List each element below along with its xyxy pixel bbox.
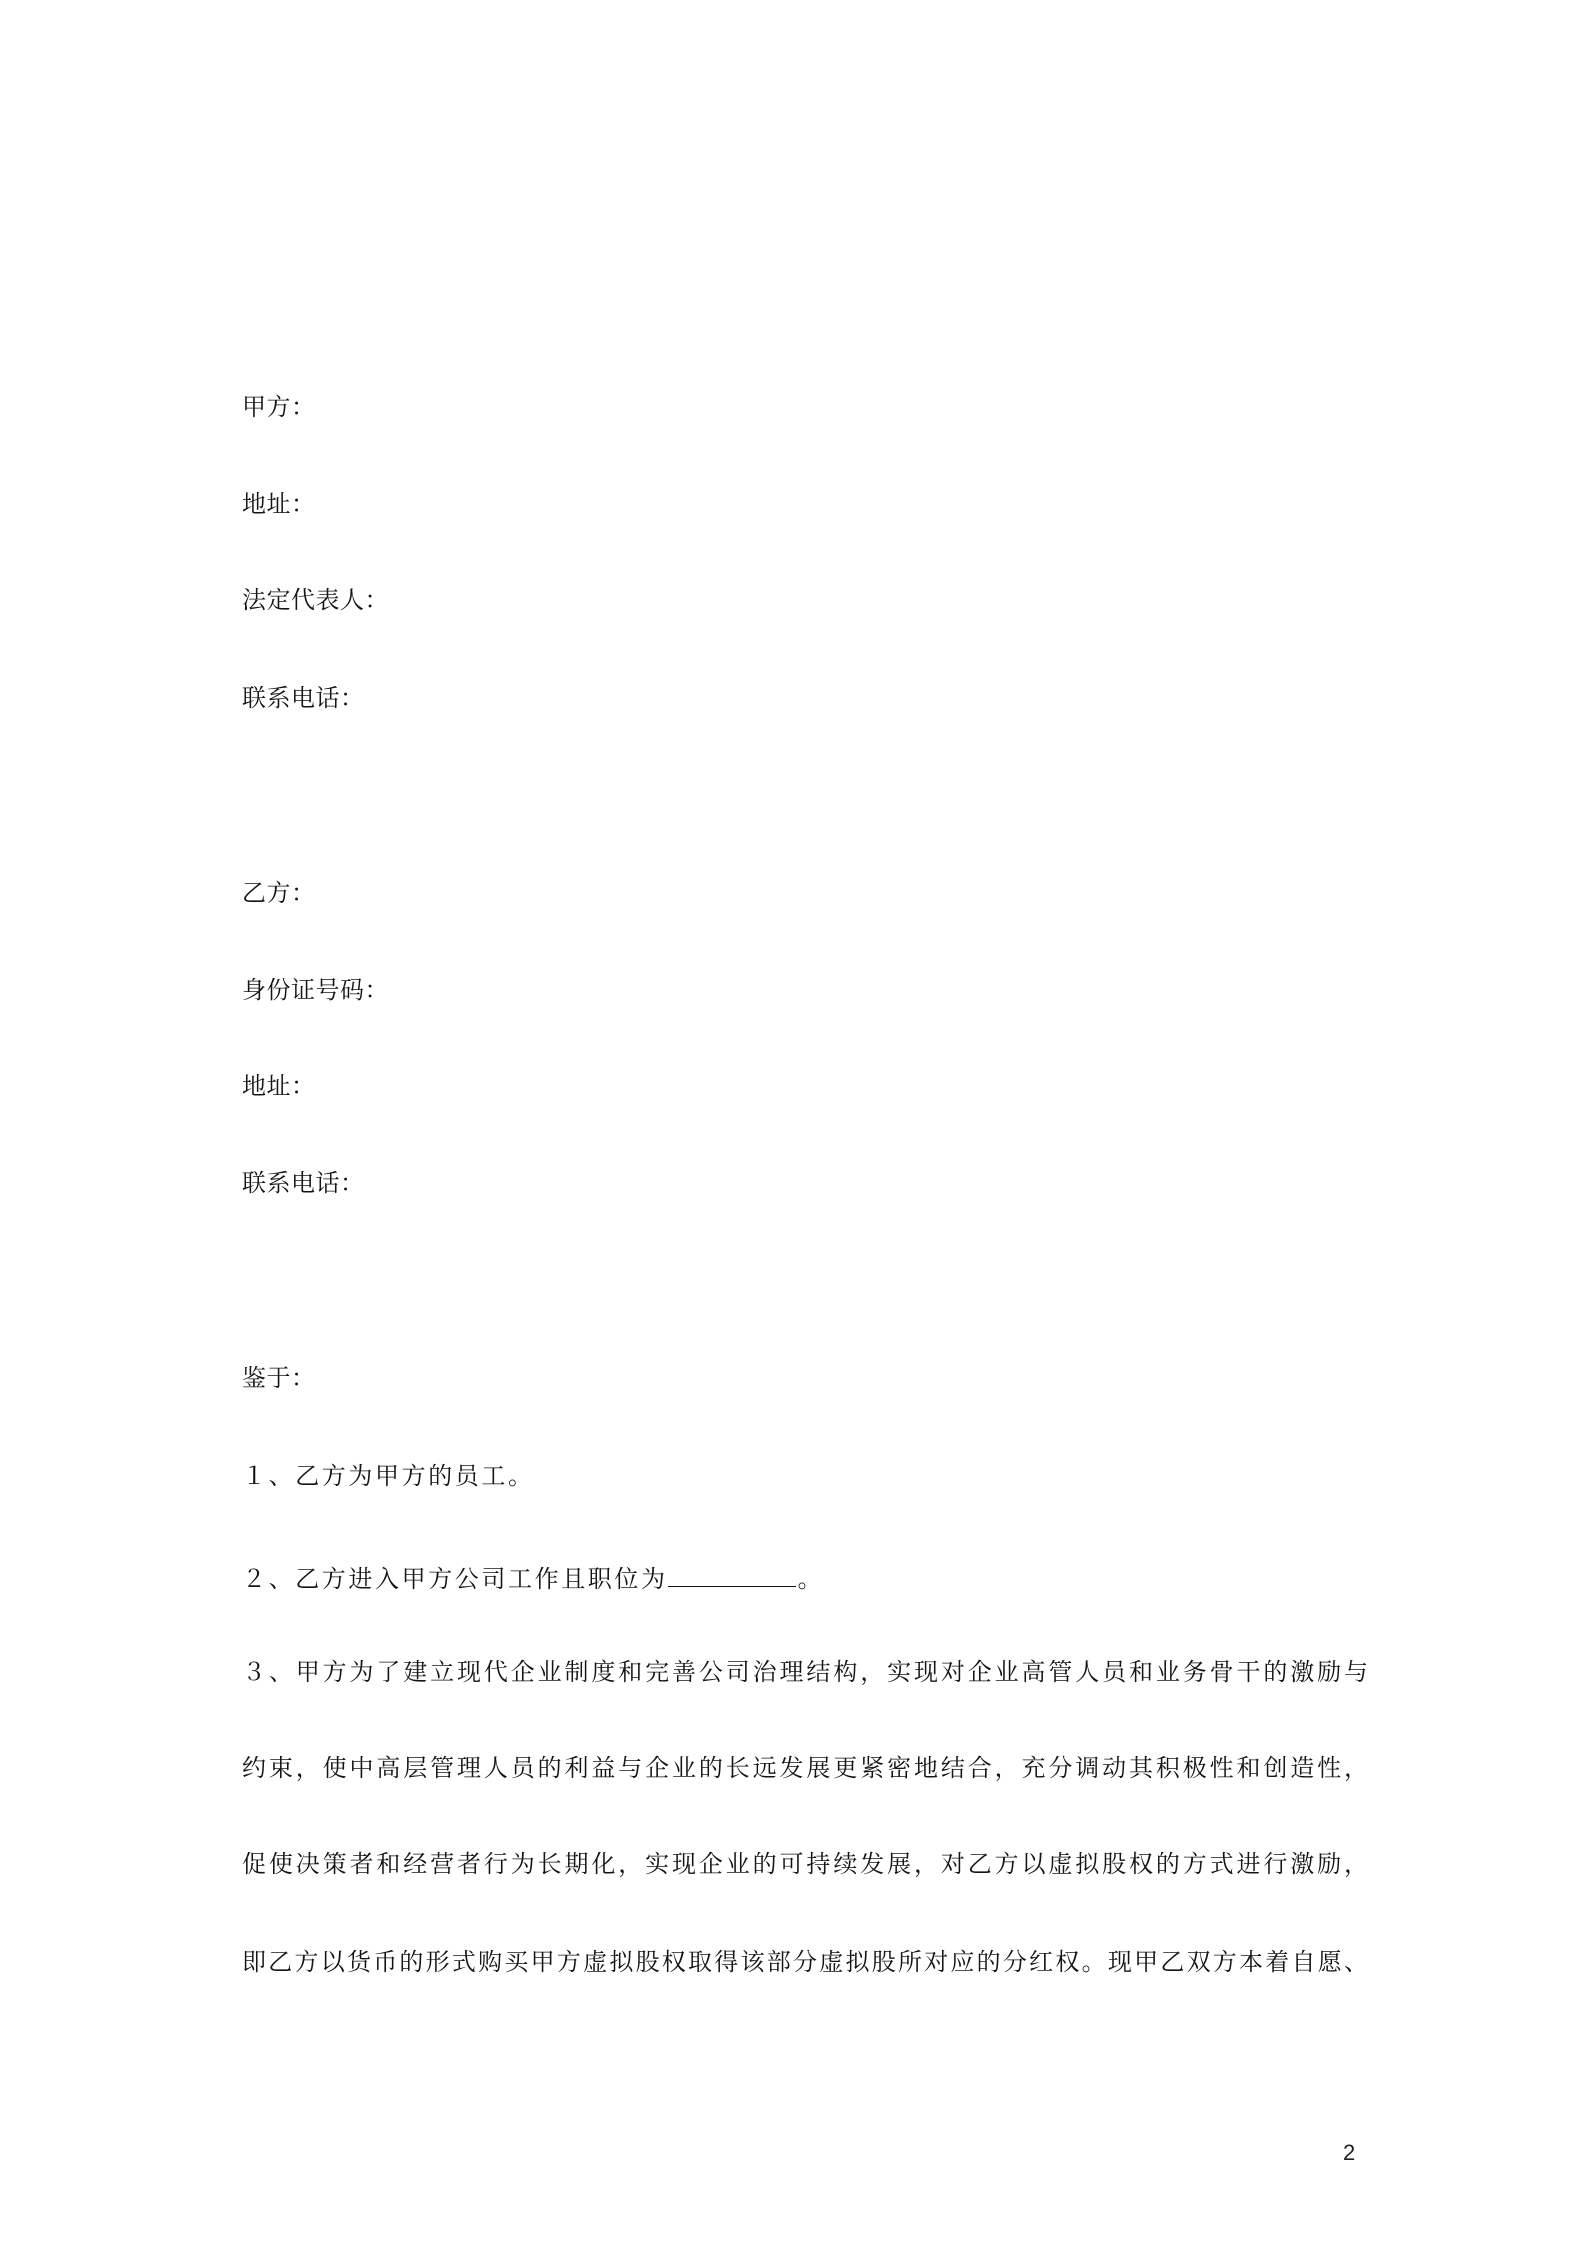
recital-item-2-text: ２、乙方进入甲方公司工作且职位为 <box>242 1566 668 1593</box>
recital-item-3-line: ３、甲方为了建立现代企业制度和完善公司治理结构，实现对企业高管人员和业务骨干的激励与 <box>242 1659 1370 1686</box>
party-a-address-label: 地址： <box>242 491 316 518</box>
position-blank-field <box>668 1560 796 1587</box>
recitals-heading: 鉴于： <box>242 1365 316 1392</box>
party-a-title: 甲方： <box>242 394 316 421</box>
party-a-legal-representative-label: 法定代表人： <box>242 587 389 614</box>
recital-item-3-line: 促使决策者和经营者行为长期化，实现企业的可持续发展，对乙方以虚拟股权的方式进行激励， <box>242 1851 1370 1878</box>
party-b-title: 乙方： <box>242 880 316 907</box>
party-b-address-label: 地址： <box>242 1073 316 1100</box>
recital-item-2 <box>242 1560 824 1596</box>
party-b-phone-label: 联系电话： <box>242 1170 365 1197</box>
party-b-id-number-label: 身份证号码： <box>242 977 389 1004</box>
party-a-phone-label: 联系电话： <box>242 685 365 712</box>
page-number: 2 <box>1343 2140 1356 2165</box>
recital-item-3-line: 即乙方以货币的形式购买甲方虚拟股权取得该部分虚拟股所对应的分红权。现甲乙双方本着自愿、 <box>242 1949 1370 1976</box>
recital-item-1: １、乙方为甲方的员工。 <box>242 1463 535 1490</box>
recital-item-3-line: 约束，使中高层管理人员的利益与企业的长远发展更紧密地结合，充分调动其积极性和创造性， <box>242 1755 1370 1782</box>
recital-item-2-end: 。 <box>797 1566 825 1593</box>
